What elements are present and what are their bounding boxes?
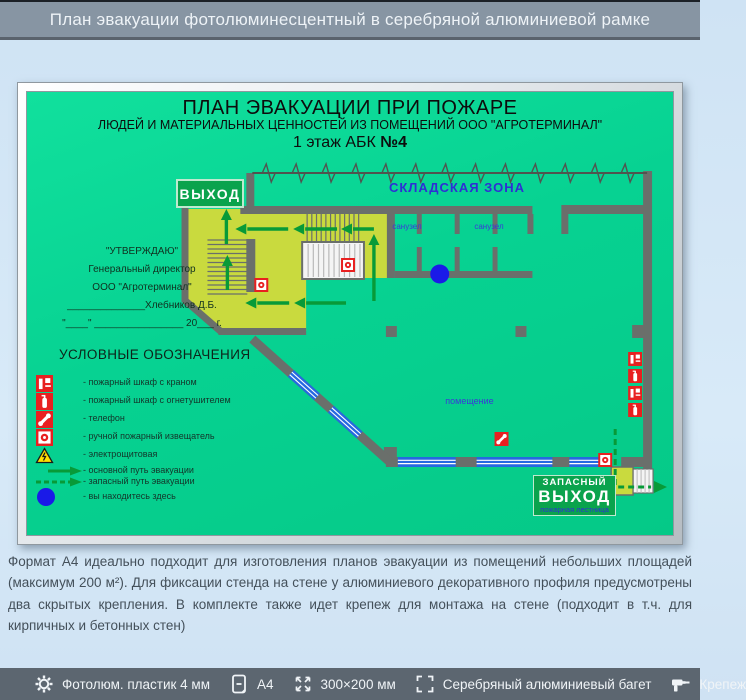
legend-title: УСЛОВНЫЕ ОБОЗНАЧЕНИЯ xyxy=(59,347,251,362)
aluminium-frame xyxy=(17,82,683,545)
legend-item: - ручной пожарный извещатель xyxy=(83,431,215,441)
fire-alarm-icon xyxy=(254,278,268,292)
evacuation-plan-board xyxy=(26,91,674,536)
bathroom-label: санузел xyxy=(392,222,422,231)
spec-format xyxy=(229,674,274,694)
legend-item: - пожарный шкаф с краном xyxy=(83,377,197,387)
spec-mounting-label: Крепеж xyxy=(699,676,746,692)
drill-icon xyxy=(670,674,691,694)
approval-line: ______________Хлебников Д.Б. xyxy=(67,300,217,311)
spec-mounting xyxy=(670,674,746,694)
emergency-exit-line3: пожарная лестница xyxy=(540,504,609,514)
spec-size xyxy=(293,674,396,694)
approval-line: ООО "Агротерминал" xyxy=(92,282,192,293)
approval-line: "УТВЕРЖДАЮ" xyxy=(105,246,179,257)
approval-line: "____" ________________ 20___ г. xyxy=(62,318,222,329)
bathroom-label: санузел xyxy=(474,222,504,231)
fire-alarm-icon xyxy=(36,429,53,446)
product-description: Формат А4 идеально подходит для изготовления планов эвакуации из помещений небольших площадей (максимум 200 м²). Для фиксации стенда на стене у алюминиевого декоративного профиля предусмотрены два скрытых крепления. В комплекте также идет крепеж для монтажа на стене (подходит в т.ч. для кирпичных и бетонных стен) xyxy=(8,554,692,633)
window-stripes xyxy=(290,372,608,467)
emergency-exit-sign xyxy=(533,475,616,516)
plan-subtitle: ЛЮДЕЙ И МАТЕРИАЛЬНЫХ ЦЕННОСТЕЙ ИЗ ПОМЕЩЕНИЙ ООО "АГРОТЕРМИНАЛ" xyxy=(97,118,603,132)
electrical-hazard-icon xyxy=(36,447,53,464)
spec-material-label: Фотолюм. пластик 4 мм xyxy=(62,676,210,692)
spec-format-label: А4 xyxy=(257,676,274,692)
product-title: План эвакуации фотолюминесцентный в серебряной алюминиевой рамке xyxy=(49,9,651,29)
phone-icon xyxy=(495,432,509,446)
legend-item: - электрощитовая xyxy=(83,449,158,459)
fire-hose-cabinet-icon xyxy=(628,386,642,400)
fire-extinguisher-icon xyxy=(36,393,53,410)
floor-number: №4 xyxy=(380,134,408,151)
phone-icon xyxy=(36,411,53,428)
spec-bar xyxy=(0,668,746,700)
gear-icon xyxy=(34,674,54,694)
storage-zone-label: СКЛАДСКАЯ ЗОНА xyxy=(388,180,526,195)
product-title-banner xyxy=(0,0,700,40)
legend-item: - запасный путь эвакуации xyxy=(83,476,195,486)
sheet-icon xyxy=(229,674,249,694)
fire-escape-stair xyxy=(633,469,653,493)
approval-block xyxy=(33,243,251,333)
plan-title: ПЛАН ЭВАКУАЦИИ ПРИ ПОЖАРЕ xyxy=(182,97,518,119)
fire-hose-cabinet-icon xyxy=(36,375,53,392)
you-are-here-dot xyxy=(430,265,449,284)
approval-line: Генеральный директор xyxy=(88,264,196,275)
exit-sign xyxy=(176,179,244,208)
room-label: помещение xyxy=(445,396,494,406)
legend-item: - основной путь эвакуации xyxy=(83,465,194,475)
dimensions-icon xyxy=(293,674,313,694)
spec-material xyxy=(34,674,210,694)
fire-extinguisher-icon xyxy=(628,369,642,383)
legend-item: - пожарный шкаф с огнетушителем xyxy=(83,395,231,405)
plan-floor-line xyxy=(27,134,673,152)
frame-icon xyxy=(415,674,435,694)
backup-route-icon xyxy=(34,477,82,487)
legend-item: - вы находитесь здесь xyxy=(83,491,176,501)
fire-alarm-icon xyxy=(598,453,612,467)
floor-text: 1 этаж АБК xyxy=(292,134,381,151)
fire-hose-cabinet-icon xyxy=(628,352,642,366)
diagonal-wall xyxy=(252,339,390,462)
fire-extinguisher-icon xyxy=(628,403,642,417)
main-route-icon xyxy=(34,466,82,476)
spec-size-label: 300×200 мм xyxy=(320,676,396,692)
emergency-exit-line1: ЗАПАСНЫЙ xyxy=(542,476,607,488)
fire-alarm-icon xyxy=(341,258,355,272)
spec-frame-label: Серебряный алюминиевый багет xyxy=(442,676,652,692)
frame-bevel xyxy=(18,83,682,544)
legend-item: - телефон xyxy=(83,413,125,423)
you-are-here-icon xyxy=(37,488,55,506)
exit-sign-label: ВЫХОД xyxy=(179,185,241,202)
emergency-exit-line2: ВЫХОД xyxy=(538,486,611,506)
spec-frame xyxy=(415,674,652,694)
